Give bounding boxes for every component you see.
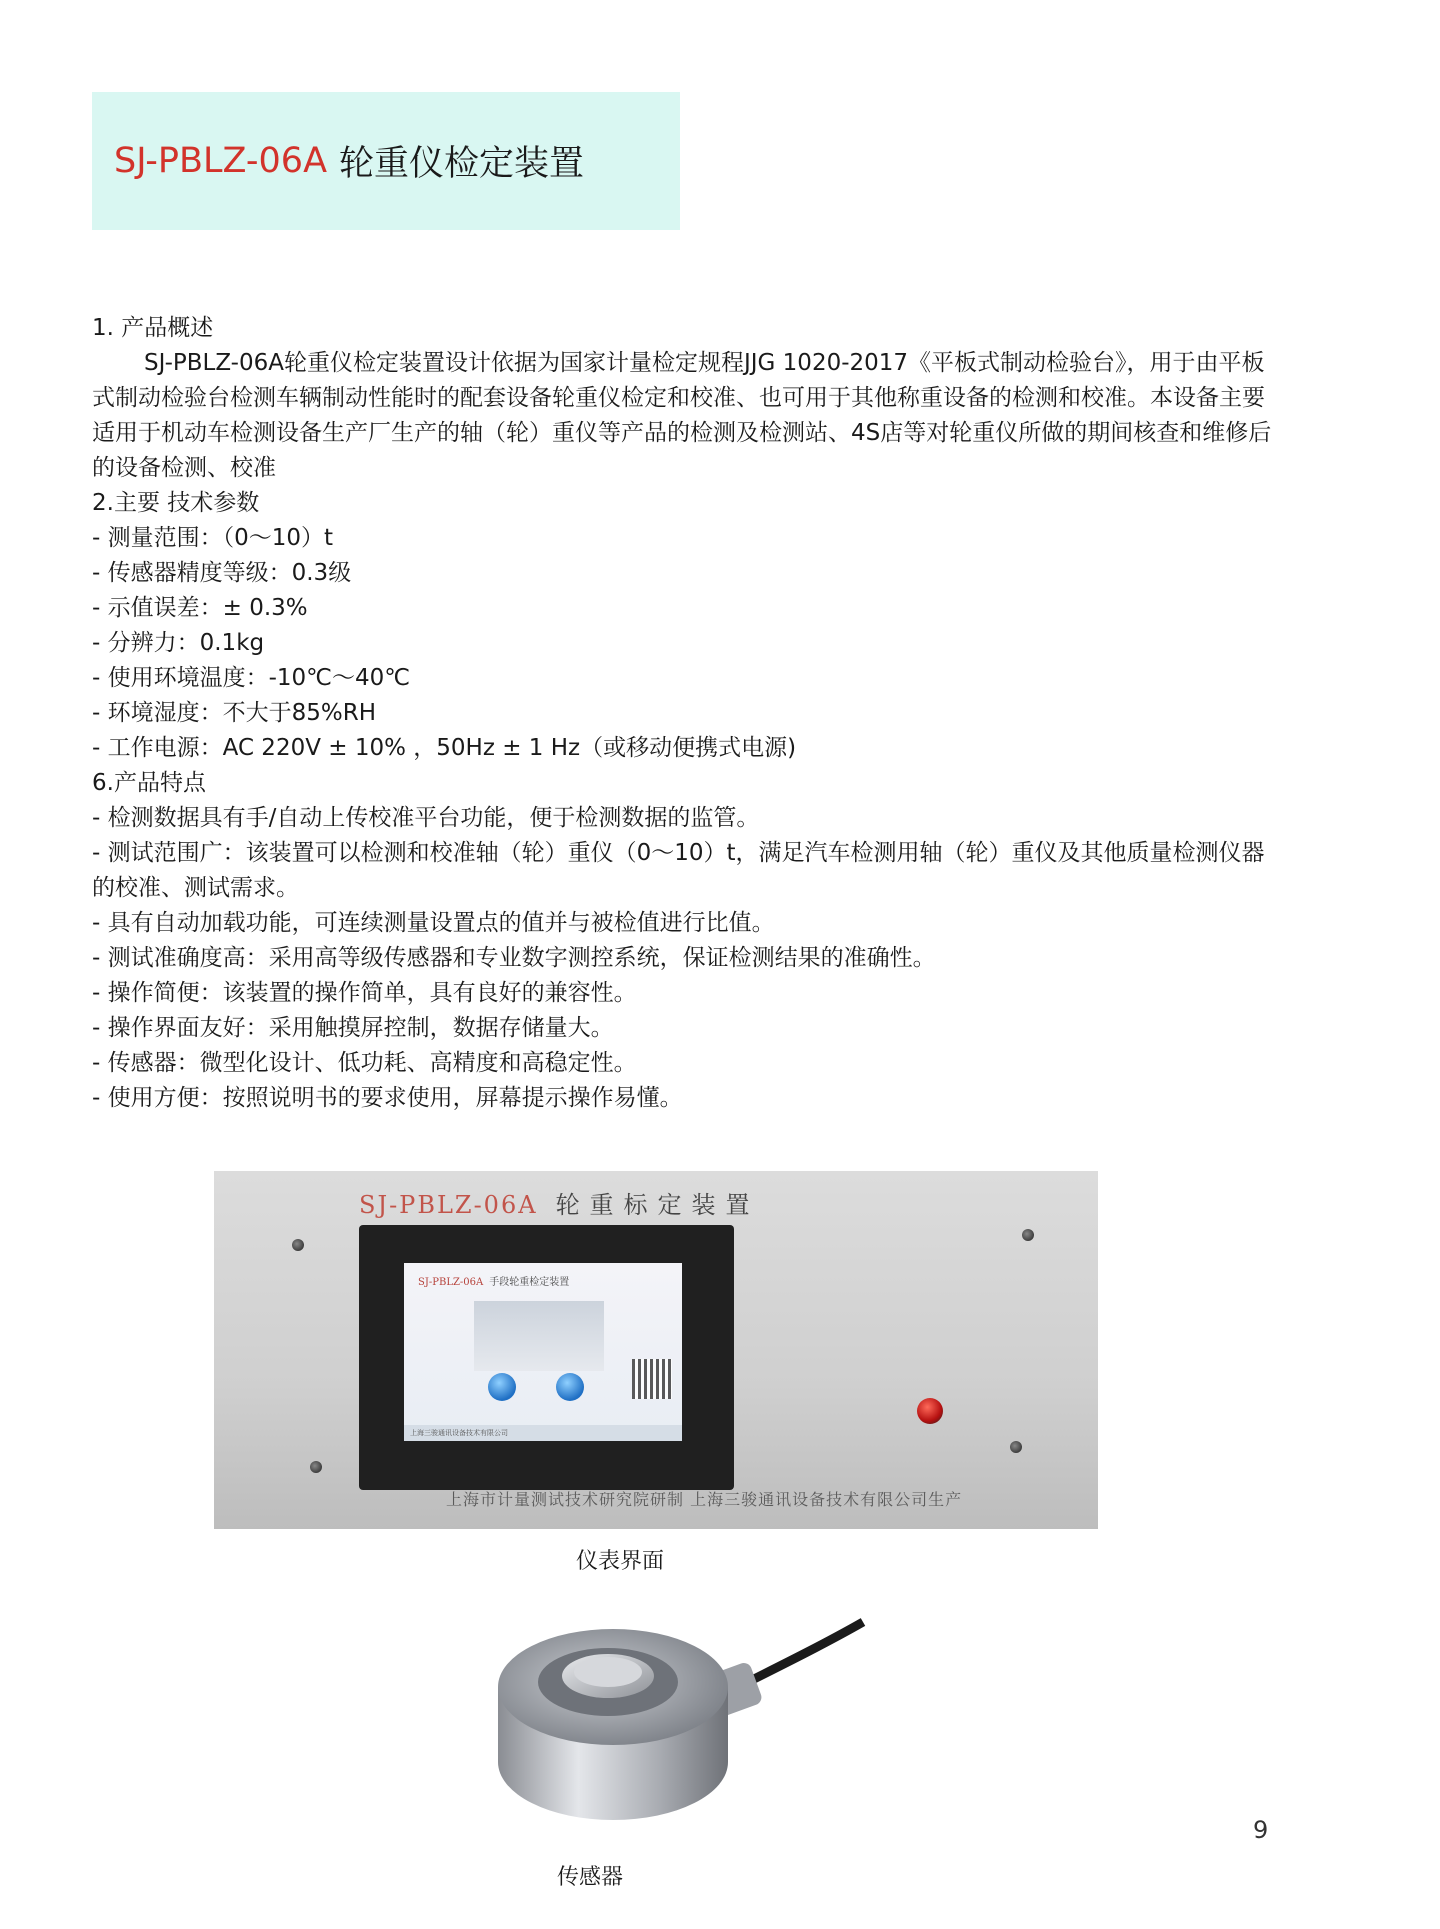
screw-icon [1022, 1229, 1034, 1241]
load-cell-sensor-image [468, 1592, 908, 1847]
feature-item: - 操作简便：该装置的操作简单，具有良好的兼容性。 [92, 980, 637, 1006]
title-banner [92, 92, 680, 230]
screw-icon [1010, 1441, 1022, 1453]
feature-item: - 传感器：微型化设计、低功耗、高精度和高稳定性。 [92, 1050, 637, 1076]
screw-icon [292, 1239, 304, 1251]
sensor-photo-caption: 传感器 [556, 1865, 623, 1890]
spec-item: - 分辨力：0.1kg [92, 630, 265, 656]
power-button-icon [917, 1398, 943, 1424]
section-overview-heading: 1. 产品概述 [92, 315, 214, 341]
section-features-heading: 6.产品特点 [92, 770, 206, 796]
feature-item: - 测试范围广：该装置可以检测和校准轴（轮）重仪（0～10）t，满足汽车检测用轴（轮）重仪及其他质量检测仪器的校准、测试需求。 [92, 840, 1265, 901]
touchscreen-bezel [359, 1225, 734, 1490]
spec-item: - 传感器精度等级：0.3级 [92, 560, 352, 586]
feature-item: - 操作界面友好：采用触摸屏控制，数据存储量大。 [92, 1015, 614, 1041]
features-list [92, 801, 1272, 1116]
spec-item: - 示值误差：± 0.3% [92, 595, 308, 621]
touchscreen [404, 1263, 682, 1441]
spec-item: - 工作电源：AC 220V ± 10% ，50Hz ± 1 Hz（或移动便携式电源) [92, 735, 797, 761]
document-body [92, 311, 1272, 1116]
section-specs-heading: 2.主要 技术参数 [92, 490, 260, 516]
feature-item: - 测试准确度高：采用高等级传感器和专业数字测控系统，保证检测结果的准确性。 [92, 945, 936, 971]
device-label-model: SJ-PBLZ-06A [359, 1191, 538, 1219]
page-number: 9 [1253, 1816, 1269, 1844]
screen-round-button [556, 1373, 584, 1401]
section-overview-body: SJ-PBLZ-06A轮重仪检定装置设计依据为国家计量检定规程JJG 1020-2017《平板式制动检验台》，用于由平板式制动检验台检测车辆制动性能时的配套设备轮重仪检定和校准、也可用于其他称重设备的检测和校准。本设备主要适用于机动车检测设备生产厂生产的轴（轮）重仪等产品的检测及检测站、4S店等对轮重仪所做的期间核查和维修后的设备检测、校准 [92, 350, 1272, 481]
screen-round-button [488, 1373, 516, 1401]
feature-item: - 使用方便：按照说明书的要求使用，屏幕提示操作易懂。 [92, 1085, 683, 1111]
device-photo [214, 1171, 1098, 1529]
screen-footer: 上海三骏通讯设备技术有限公司 [404, 1425, 682, 1441]
feature-item: - 具有自动加载功能，可连续测量设置点的值并与被检值进行比值。 [92, 910, 775, 936]
device-bottom-label: 上海市计量测试技术研究院研制 上海三骏通讯设备技术有限公司生产 [446, 1490, 963, 1509]
title-model: SJ-PBLZ-06A [114, 141, 328, 181]
screen-title-name: 手段轮重检定装置 [489, 1277, 570, 1288]
screen-title-model: SJ-PBLZ-06A [418, 1277, 484, 1288]
screw-icon [310, 1461, 322, 1473]
spec-item: - 使用环境温度：-10℃～40℃ [92, 665, 411, 691]
specs-list [92, 521, 1272, 766]
sensor-photo [468, 1592, 908, 1847]
device-photo-caption: 仪表界面 [575, 1549, 664, 1574]
device-label-name: 轮重标定装置 [555, 1191, 760, 1219]
screen-image [474, 1301, 604, 1371]
screen-title [418, 1273, 569, 1288]
spec-item: - 测量范围：（0～10）t [92, 525, 334, 551]
spec-item: - 环境湿度：不大于85%RH [92, 700, 377, 726]
feature-item: - 检测数据具有手/自动上传校准平台功能，便于检测数据的监管。 [92, 805, 760, 831]
title-name: 轮重仪检定装置 [339, 144, 585, 184]
device-top-label [359, 1185, 760, 1220]
qr-code-icon [632, 1359, 672, 1399]
